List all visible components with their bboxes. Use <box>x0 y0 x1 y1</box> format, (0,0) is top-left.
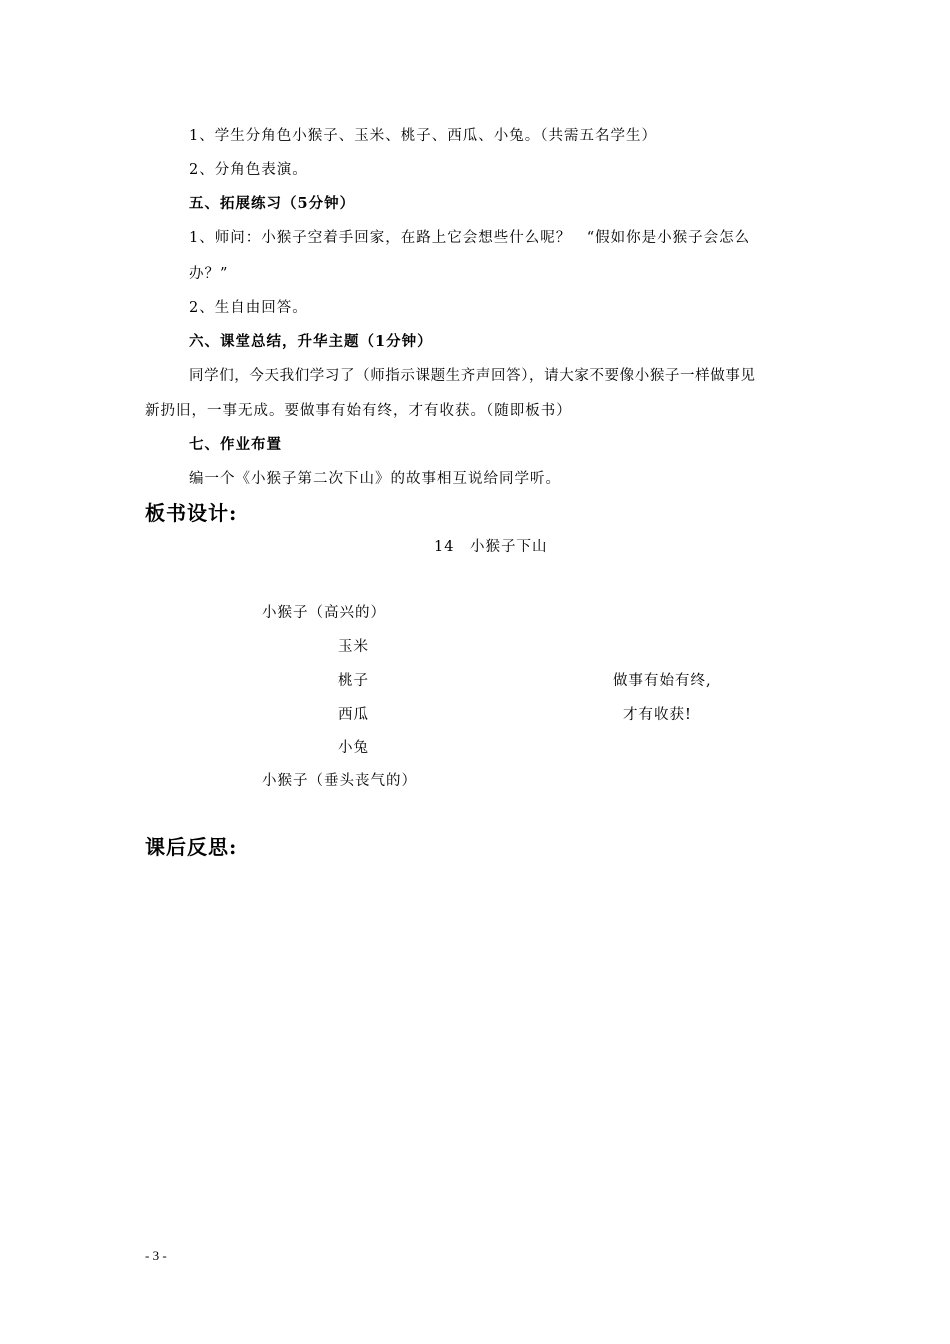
board-item-watermelon: 西瓜 <box>338 707 369 723</box>
homework-text: 编一个《小猴子第二次下山》的故事相互说给同学听。 <box>189 471 561 487</box>
board-title: 14 小猴子下山 <box>434 539 548 555</box>
activity-step-1: 1、学生分角色小猴子、玉米、桃子、西瓜、小兔。（共需五名学生） <box>189 128 657 144</box>
extension-answer: 2、生自由回答。 <box>189 300 308 316</box>
extension-question-line-1: 1、师问：小猴子空着手回家，在路上它会想些什么呢？ “假如你是小猴子会怎么 <box>189 230 751 246</box>
board-monkey-end: 小猴子（垂头丧气的） <box>262 773 417 789</box>
board-design-heading: 板书设计: <box>145 501 238 525</box>
activity-step-2: 2、分角色表演。 <box>189 162 308 178</box>
extension-question-line-2: 办？” <box>189 266 229 282</box>
summary-line-1: 同学们，今天我们学习了（师指示课题生齐声回答），请大家不要像小猴子一样做事见 <box>189 368 756 384</box>
board-item-rabbit: 小兔 <box>338 740 369 756</box>
reflection-heading: 课后反思: <box>145 835 238 859</box>
board-moral-line-2: 才有收获! <box>623 707 692 723</box>
section-heading-homework: 七、作业布置 <box>189 436 282 453</box>
board-moral-line-1: 做事有始有终, <box>613 673 712 689</box>
board-item-peach: 桃子 <box>338 673 369 689</box>
section-heading-summary: 六、课堂总结，升华主题（1分钟） <box>189 333 433 350</box>
summary-line-2: 新扔旧，一事无成。要做事有始有终，才有收获。（随即板书） <box>145 403 572 419</box>
page-number: - 3 - <box>145 1248 167 1263</box>
board-item-corn: 玉米 <box>338 639 369 655</box>
section-heading-extension: 五、拓展练习（5分钟） <box>189 195 356 212</box>
board-monkey-start: 小猴子（高兴的） <box>262 605 386 621</box>
